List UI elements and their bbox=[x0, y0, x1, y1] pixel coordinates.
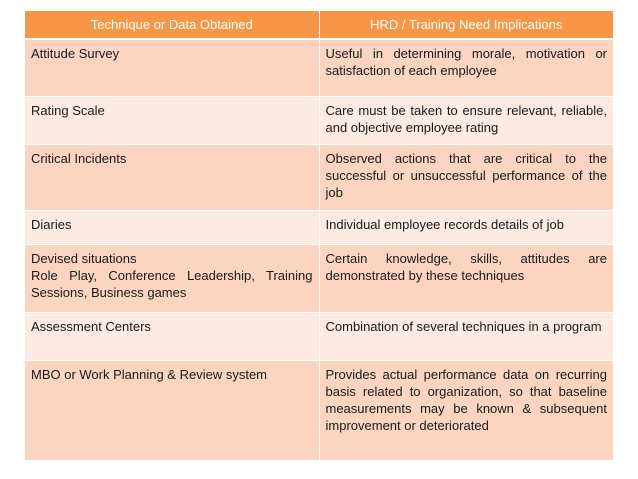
technique-cell bbox=[25, 245, 320, 313]
table-row bbox=[25, 211, 614, 245]
header-implications: HRD / Training Need Implications bbox=[319, 11, 614, 39]
table-row bbox=[25, 145, 614, 211]
technique-text: Diaries bbox=[31, 217, 72, 232]
technique-cell bbox=[25, 145, 320, 211]
technique-text: MBO or Work Planning & Review system bbox=[31, 367, 267, 382]
technique-cell bbox=[25, 361, 320, 461]
technique-text: Assessment Centers bbox=[31, 319, 151, 334]
technique-cell bbox=[25, 211, 320, 245]
training-needs-table bbox=[24, 10, 614, 461]
implication-cell: Combination of several techniques in a program bbox=[319, 313, 614, 361]
implication-cell: Provides actual performance data on recurring basis related to organization, so that baseline measurements may be known & subsequent improvement or deteriorated bbox=[319, 361, 614, 461]
implication-cell: Observed actions that are critical to the successful or unsuccessful performance of the job bbox=[319, 145, 614, 211]
implication-cell: Individual employee records details of job bbox=[319, 211, 614, 245]
technique-cell bbox=[25, 39, 320, 97]
table-row bbox=[25, 361, 614, 461]
technique-subtext: Role Play, Conference Leadership, Training Sessions, Business games bbox=[31, 268, 313, 300]
implication-cell: Care must be taken to ensure relevant, reliable, and objective employee rating bbox=[319, 97, 614, 145]
implication-cell: Useful in determining morale, motivation or satisfaction of each employee bbox=[319, 39, 614, 97]
table-row bbox=[25, 245, 614, 313]
implication-cell: Certain knowledge, skills, attitudes are demonstrated by these techniques bbox=[319, 245, 614, 313]
technique-cell bbox=[25, 97, 320, 145]
table-row bbox=[25, 313, 614, 361]
technique-text: Critical Incidents bbox=[31, 151, 127, 166]
table-row bbox=[25, 97, 614, 145]
table-row bbox=[25, 39, 614, 97]
header-technique: Technique or Data Obtained bbox=[25, 11, 320, 39]
technique-text: Attitude Survey bbox=[31, 45, 120, 61]
technique-text: Devised situations bbox=[31, 251, 137, 266]
technique-cell bbox=[25, 313, 320, 361]
table-header-row bbox=[25, 11, 614, 39]
technique-text: Rating Scale bbox=[31, 103, 105, 118]
